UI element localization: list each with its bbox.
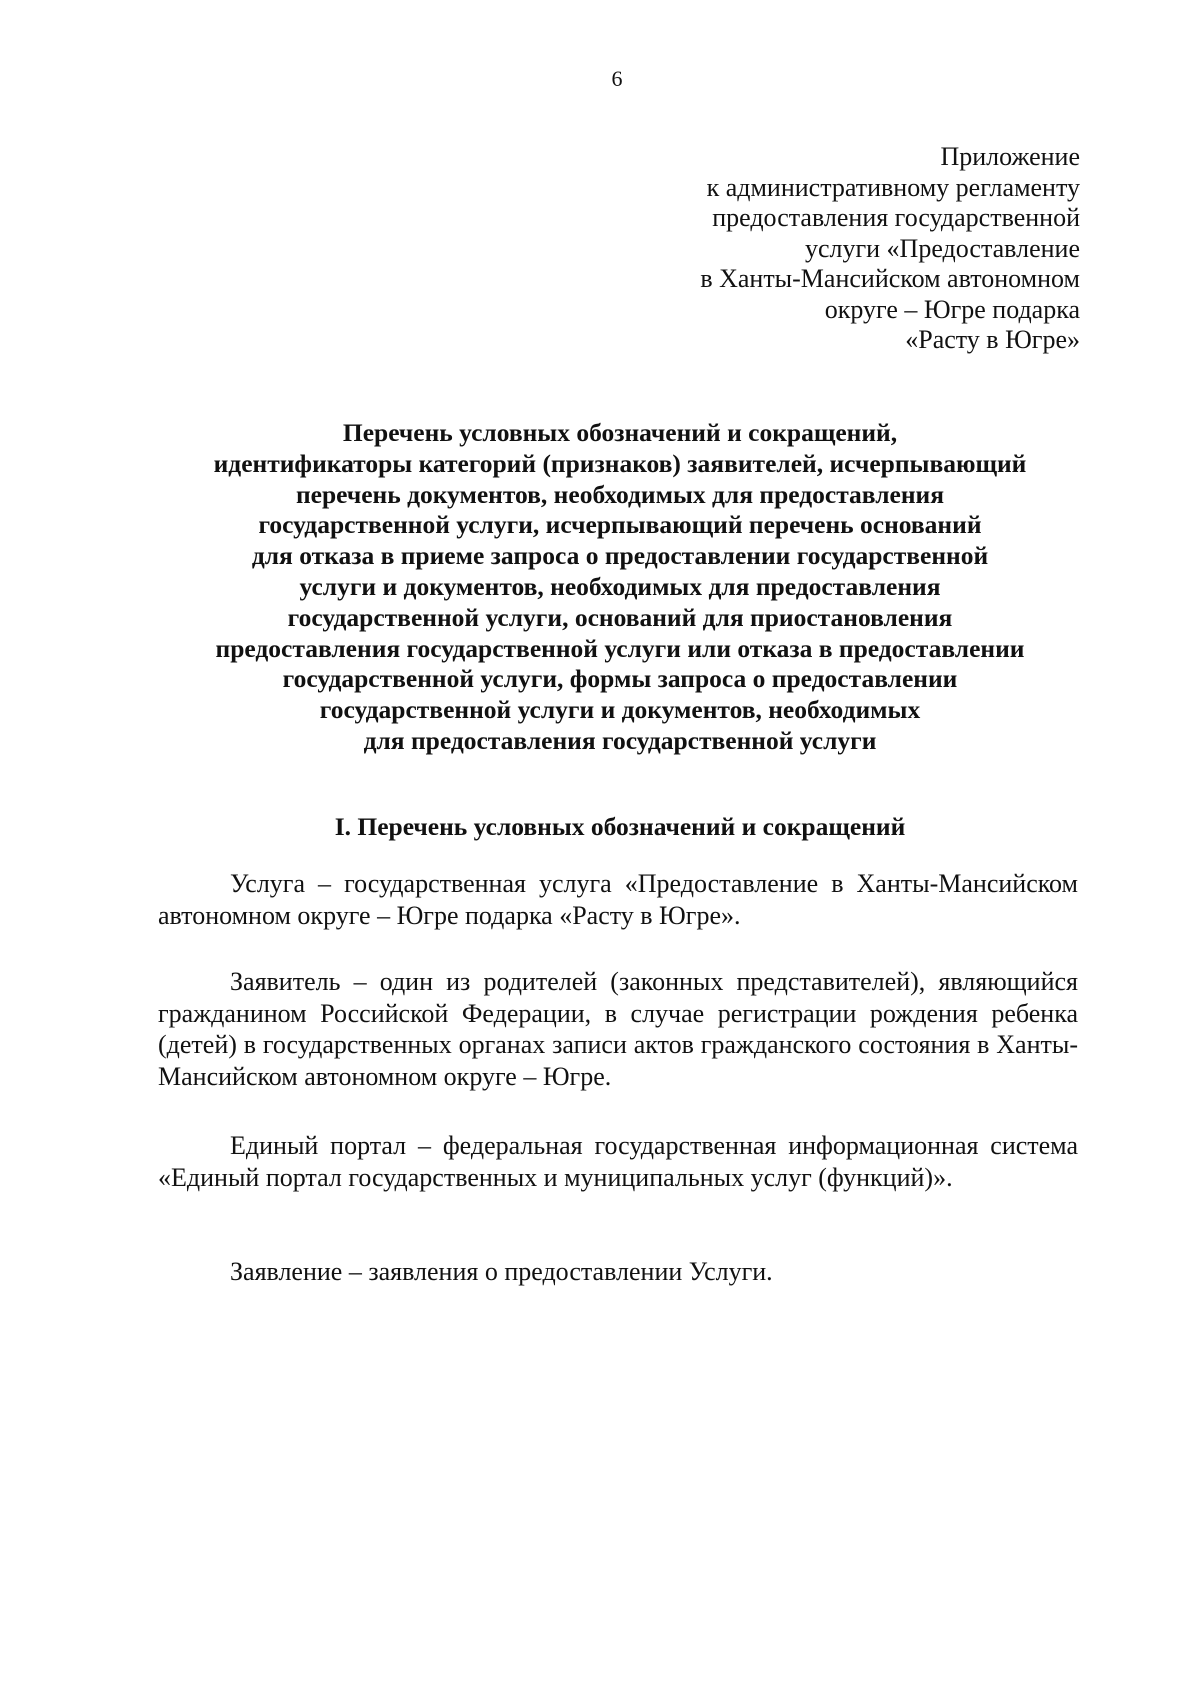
title-line: для отказа в приеме запроса о предоставлении государственной	[251, 541, 989, 571]
appendix-line: к административному регламенту	[706, 172, 1080, 202]
title-line: государственной услуги, формы запроса о предоставлении	[282, 664, 958, 694]
section-heading: I. Перечень условных обозначений и сокращений	[334, 812, 906, 841]
definition-paragraph-service: Услуга – государственная услуга «Предоставление в Ханты-Мансийском автономном округе – Югре подарка «Расту в Югре».	[158, 869, 1078, 930]
title-line: перечень документов, необходимых для предоставления	[295, 479, 945, 509]
title-line: идентификаторы категорий (признаков) заявителей, исчерпывающий	[213, 448, 1027, 478]
appendix-header	[560, 142, 1080, 356]
appendix-line: округе – Югре подарка	[824, 294, 1080, 324]
definition-paragraph-applicant: Заявитель – один из родителей (законных представителей), являющийся гражданином Российской Федерации, в случае регистрации рождения ребенка (детей) в государственных органах записи актов гражданского состояния в Ханты-Мансийском автономном округе – Югре.	[158, 967, 1078, 1091]
title-line: услуги и документов, необходимых для предоставления	[299, 571, 941, 601]
title-line: Перечень условных обозначений и сокращений,	[342, 418, 898, 447]
document-title	[160, 418, 1080, 757]
definition-paragraph-application: Заявление – заявления о предоставлении Услуги.	[230, 1257, 773, 1286]
appendix-line: Приложение	[940, 142, 1080, 171]
title-line: предоставления государственной услуги или отказа в предоставлении	[215, 633, 1025, 663]
definition-paragraph-portal: Единый портал – федеральная государственная информационная система «Единый портал государственных и муниципальных услуг (функций)».	[158, 1131, 1078, 1192]
appendix-line: предоставления государственной	[712, 203, 1080, 232]
page-number: 6	[611, 66, 623, 91]
title-line: государственной услуги, оснований для приостановления	[287, 602, 953, 632]
appendix-line: услуги «Предоставление	[804, 233, 1080, 263]
title-line: для предоставления государственной услуги	[363, 725, 877, 755]
title-line: государственной услуги и документов, необходимых	[319, 695, 921, 725]
appendix-line: «Расту в Югре»	[905, 325, 1080, 354]
appendix-line: в Ханты-Мансийском автономном	[700, 264, 1080, 293]
title-line: государственной услуги, исчерпывающий перечень оснований	[258, 510, 982, 540]
